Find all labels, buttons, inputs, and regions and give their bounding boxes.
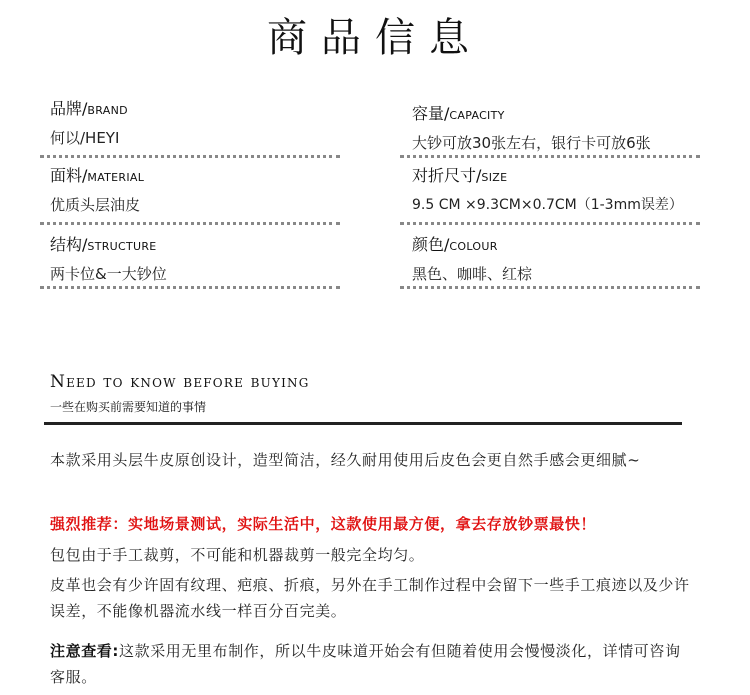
spec-label: 面料/MATERIAL <box>50 166 145 185</box>
spec-label: 结构/STRUCTURE <box>50 235 157 254</box>
page-title: 商品信息 <box>267 15 483 61</box>
spec-label: 容量/CAPACITY <box>412 104 505 123</box>
handmade-paragraph: 包包由于手工裁剪，不可能和机器裁剪一般完全均匀。 <box>50 546 425 564</box>
note-text: 这款采用无里布制作，所以牛皮味道开始会有但随着使用会慢慢淡化，详情可咨询客服。 <box>50 642 681 686</box>
spec-value: 9.5 CM ×9.3CM×0.7CM（1-3mm误差） <box>412 197 683 213</box>
dotted-divider <box>400 155 700 158</box>
dotted-divider <box>40 286 340 289</box>
spec-capacity <box>412 103 712 155</box>
spec-value: 何以/HEYI <box>50 129 120 147</box>
note-label: 注意查看: <box>50 642 119 660</box>
dotted-divider <box>400 222 700 225</box>
spec-value: 优质头层油皮 <box>50 196 141 214</box>
notice-subheading: 一些在购买前需要知道的事情 <box>50 400 207 414</box>
spec-value: 两卡位&一大钞位 <box>50 265 167 283</box>
recommendation-paragraph: 强烈推荐：实地场景测试，实际生活中，这款使用最方便，拿去存放钞票最快！ <box>50 515 597 533</box>
spec-label: 颜色/COLOUR <box>412 235 498 254</box>
dotted-divider <box>40 222 340 225</box>
spec-label: 品牌/BRAND <box>50 99 128 118</box>
spec-colour <box>412 234 712 286</box>
section-rule <box>44 422 682 425</box>
spec-material <box>50 165 350 217</box>
description-paragraph: 本款采用头层牛皮原创设计，造型简洁，经久耐用使用后皮色会更自然手感会更细腻~ <box>50 451 641 469</box>
note-paragraph <box>50 638 690 690</box>
spec-value: 大钞可放30张左右，银行卡可放6张 <box>412 134 651 152</box>
dotted-divider <box>400 286 700 289</box>
spec-value: 黑色、咖啡、红棕 <box>412 265 533 283</box>
leather-paragraph: 皮革也会有少许固有纹理、疤痕、折痕，另外在手工制作过程中会留下一些手工痕迹以及少许误差，不能像机器流水线一样百分百完美。 <box>50 576 690 620</box>
spec-label: 对折尺寸/SIZE <box>412 166 508 185</box>
spec-size <box>412 165 722 217</box>
spec-brand <box>50 98 350 150</box>
notice-heading: Need to know before buying <box>50 372 310 392</box>
dotted-divider <box>40 155 340 158</box>
spec-structure <box>50 234 350 286</box>
